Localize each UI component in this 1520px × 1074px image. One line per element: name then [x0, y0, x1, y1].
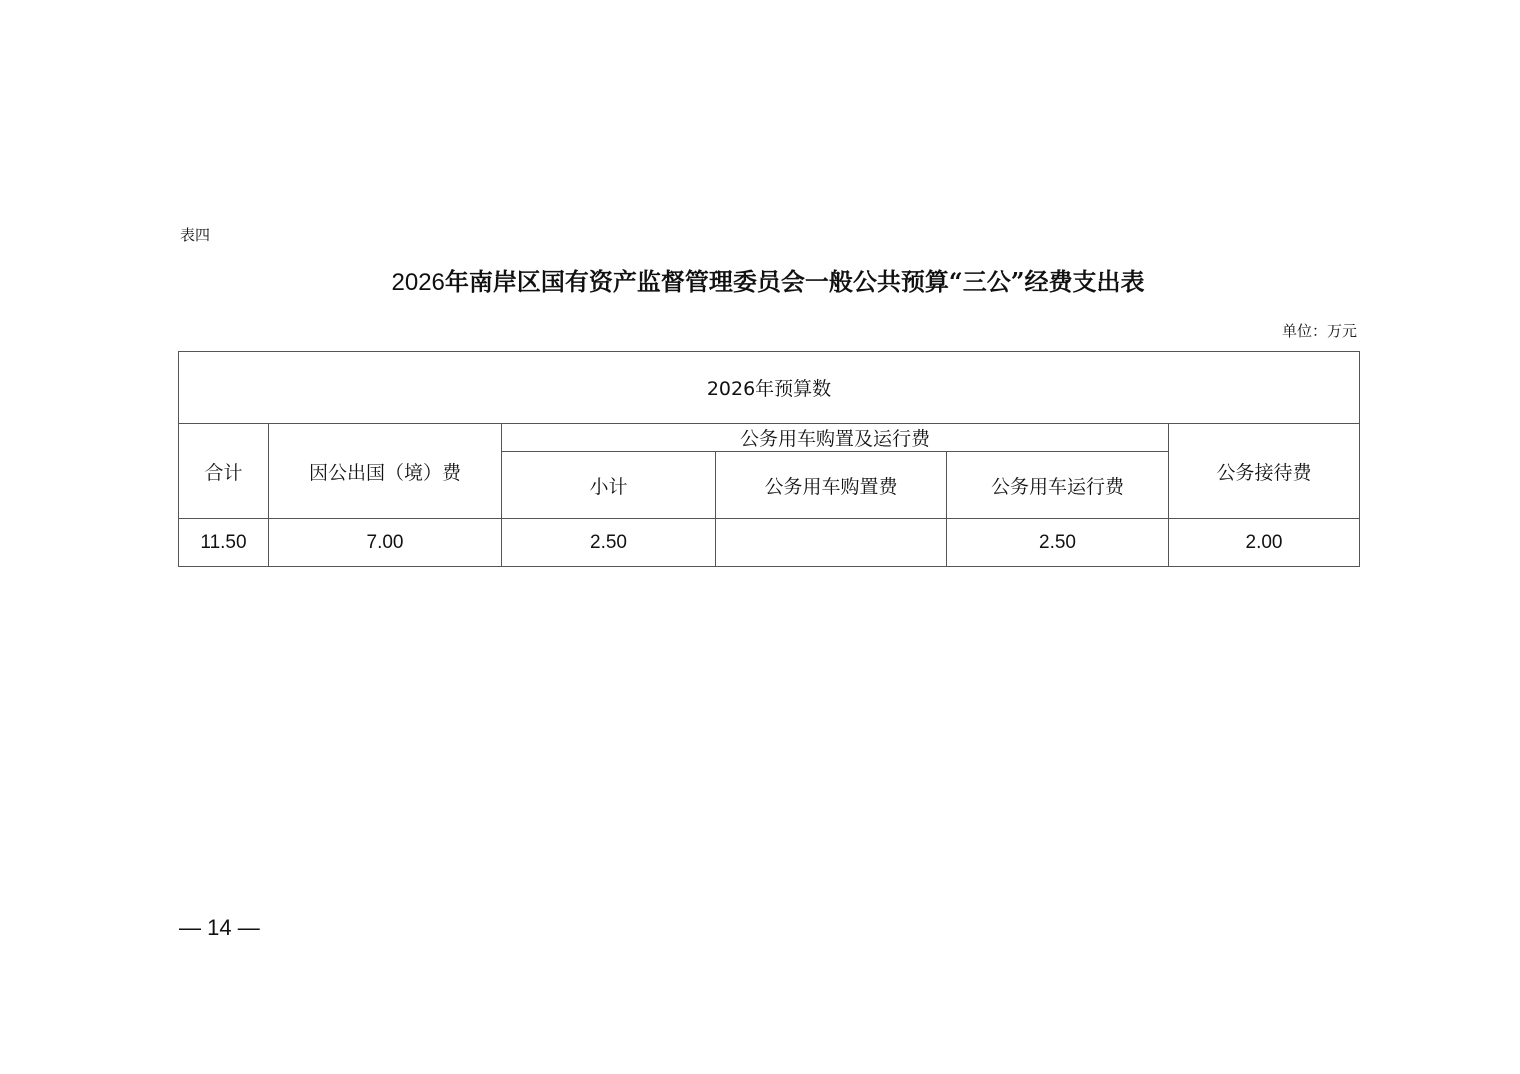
- table-row: [179, 519, 1360, 567]
- unit-label: 单位：万元: [1281, 322, 1357, 340]
- cell-vehicle-operation: 2.50: [947, 519, 1169, 567]
- table-header-row-2: [179, 424, 1360, 452]
- header-vehicle-subtotal: 小计: [502, 452, 716, 519]
- header-overseas: 因公出国（境）费: [269, 424, 502, 519]
- cell-total: 11.50: [179, 519, 269, 567]
- header-budget-year: 2026年预算数: [179, 352, 1360, 424]
- title-year: 2026: [391, 269, 445, 296]
- budget-table: [178, 351, 1360, 567]
- title-text: 年南岸区国有资产监督管理委员会一般公共预算“三公”经费支出表: [444, 267, 1145, 296]
- header-vehicle-group: 公务用车购置及运行费: [502, 424, 1169, 452]
- page-number: — 14 —: [179, 915, 260, 940]
- header-vehicle-operation: 公务用车运行费: [947, 452, 1169, 519]
- cell-reception: 2.00: [1169, 519, 1360, 567]
- header-total: 合计: [179, 424, 269, 519]
- document-title: [178, 262, 1358, 297]
- header-reception: 公务接待费: [1169, 424, 1360, 519]
- table-label: 表四: [180, 226, 211, 244]
- header-vehicle-purchase: 公务用车购置费: [716, 452, 947, 519]
- table-header-row-1: [179, 352, 1360, 424]
- cell-vehicle-purchase: [716, 519, 947, 567]
- cell-vehicle-subtotal: 2.50: [502, 519, 716, 567]
- cell-overseas: 7.00: [269, 519, 502, 567]
